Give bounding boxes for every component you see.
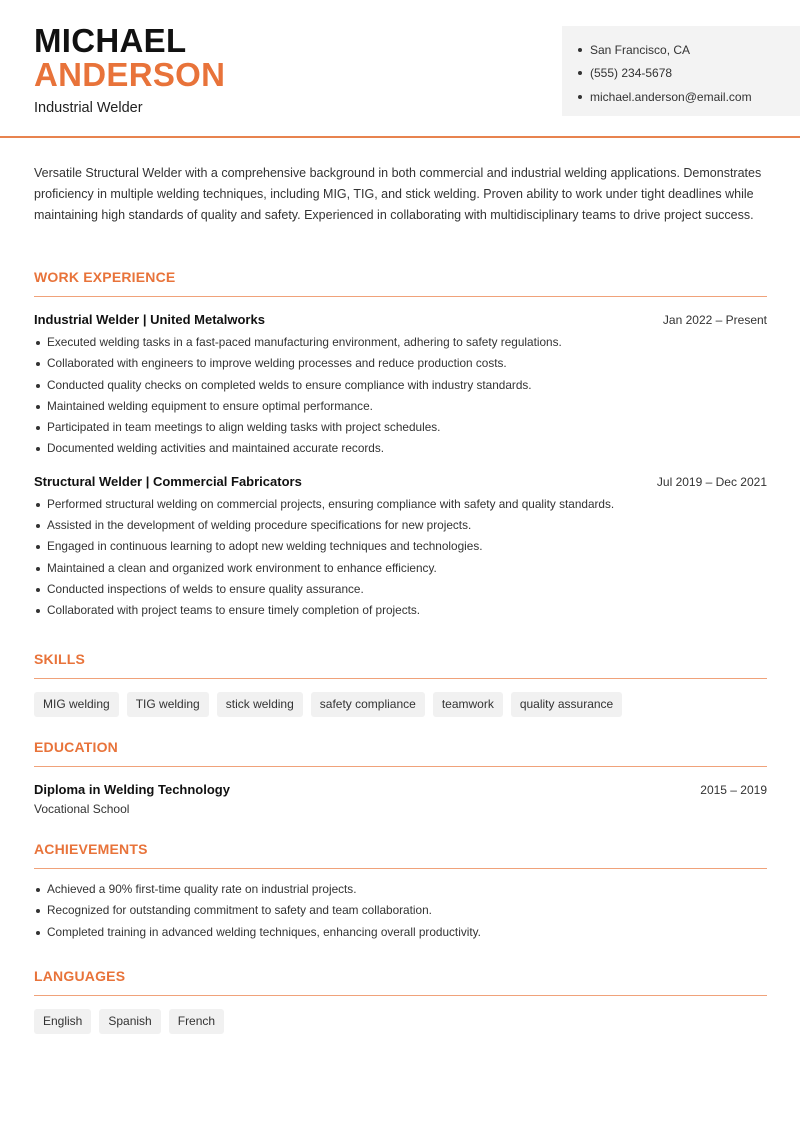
resume-header <box>0 0 800 138</box>
language-tag: English <box>34 1009 91 1034</box>
skill-tag: stick welding <box>217 692 303 717</box>
list-item: Performed structural welding on commercial projects, ensuring compliance with safety and quality standards. <box>34 494 767 515</box>
section-title-work: WORK EXPERIENCE <box>34 269 176 285</box>
section-title-skills: SKILLS <box>34 651 85 667</box>
education-school: Vocational School <box>34 802 130 816</box>
achievements-section <box>34 840 767 943</box>
section-title-languages: LANGUAGES <box>34 968 126 984</box>
education-header <box>34 782 767 797</box>
summary: Versatile Structural Welder with a comprehensive background in both commercial and industrial welding applications. Demonstrates proficiency in multiple welding techniques, including MIG, TIG, and stick welding. Proven ability to work under tight deadlines while maintaining high standards of quality and safety. Experienced in collaborating with multidisciplinary teams to drive project success. <box>34 166 762 222</box>
list-item: Recognized for outstanding commitment to safety and team collaboration. <box>34 900 767 921</box>
skills-section <box>34 650 767 717</box>
list-item: Conducted inspections of welds to ensure quality assurance. <box>34 579 767 600</box>
contact-phone <box>578 62 800 86</box>
job-heading: Industrial Welder | United Metalworks <box>34 312 265 327</box>
section-divider <box>34 766 767 767</box>
list-item: Maintained a clean and organized work environment to enhance efficiency. <box>34 558 767 579</box>
list-item: Collaborated with project teams to ensure timely completion of projects. <box>34 600 767 621</box>
list-item: Achieved a 90% first-time quality rate on industrial projects. <box>34 879 767 900</box>
first-name: MICHAEL <box>34 22 187 59</box>
list-item: Collaborated with engineers to improve welding processes and reduce production costs. <box>34 353 767 374</box>
list-item: Completed training in advanced welding techniques, enhancing overall productivity. <box>34 922 767 943</box>
contact-location-text: San Francisco, CA <box>590 42 691 57</box>
language-tag: French <box>169 1009 224 1034</box>
list-item: Maintained welding equipment to ensure optimal performance. <box>34 396 767 417</box>
education-degree: Diploma in Welding Technology <box>34 782 230 797</box>
last-name: ANDERSON <box>34 56 226 93</box>
language-tag: Spanish <box>99 1009 160 1034</box>
achievement-bullets <box>34 879 767 943</box>
section-divider <box>34 678 767 679</box>
job-title: Industrial Welder <box>34 100 143 116</box>
skill-tag: teamwork <box>433 692 503 717</box>
education-dates: 2015 – 2019 <box>700 783 767 797</box>
skill-tag: safety compliance <box>311 692 425 717</box>
contact-phone-text: (555) 234-5678 <box>590 66 673 81</box>
section-divider <box>34 995 767 996</box>
job-dates: Jul 2019 – Dec 2021 <box>656 474 767 489</box>
list-item: Documented welding activities and maintained accurate records. <box>34 438 767 459</box>
work-experience-section <box>34 268 767 622</box>
section-title-achievements: ACHIEVEMENTS <box>34 841 148 857</box>
job-heading: Structural Welder | Commercial Fabricators <box>34 473 302 489</box>
list-item: Assisted in the development of welding procedure specifications for new projects. <box>34 515 767 536</box>
skill-tag: MIG welding <box>34 692 119 717</box>
skills-tags <box>34 692 767 717</box>
contact-location <box>578 38 800 62</box>
bullet-icon <box>578 71 582 75</box>
section-divider <box>34 868 767 869</box>
list-item: Conducted quality checks on completed welds to ensure compliance with industry standards. <box>34 375 767 396</box>
language-tags <box>34 1009 767 1034</box>
skill-tag: quality assurance <box>511 692 622 717</box>
skill-tag: TIG welding <box>127 692 209 717</box>
job-header <box>34 312 767 327</box>
job-bullets <box>34 494 767 622</box>
section-title-education: EDUCATION <box>34 739 118 755</box>
bullet-icon <box>578 48 582 52</box>
languages-section <box>34 967 767 1034</box>
contact-box <box>562 26 800 116</box>
section-divider <box>34 296 767 297</box>
job-dates: Jan 2022 – Present <box>662 313 767 327</box>
education-section <box>34 738 767 816</box>
contact-email-text: michael.anderson@email.com <box>590 89 752 104</box>
list-item: Executed welding tasks in a fast-paced manufacturing environment, adhering to safety regulations. <box>34 332 767 353</box>
bullet-icon <box>578 95 582 99</box>
list-item: Engaged in continuous learning to adopt new welding techniques and technologies. <box>34 536 767 557</box>
job-bullets <box>34 332 767 460</box>
contact-email <box>578 85 800 109</box>
list-item: Participated in team meetings to align welding tasks with project schedules. <box>34 417 767 438</box>
job-header <box>34 474 767 489</box>
